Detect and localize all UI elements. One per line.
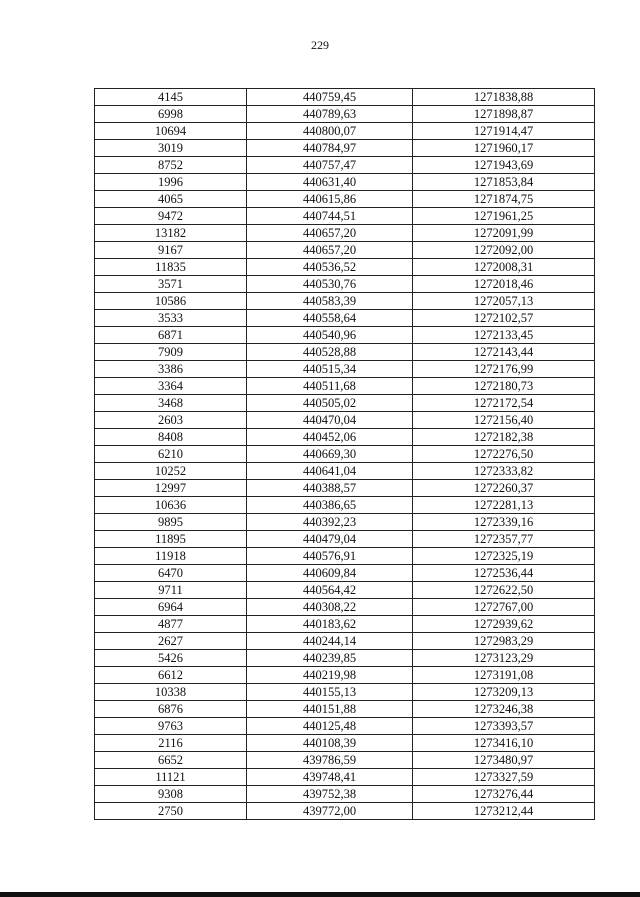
- table-row: [95, 718, 595, 735]
- table-row: [95, 786, 595, 803]
- point-number-cell: 3468: [95, 395, 247, 412]
- x-coordinate-cell: 440452,06: [247, 429, 413, 446]
- y-coordinate-cell: 1271874,75: [413, 191, 595, 208]
- table-row: [95, 803, 595, 820]
- table-row: [95, 327, 595, 344]
- table-row: [95, 191, 595, 208]
- point-number-cell: 3571: [95, 276, 247, 293]
- table-row: [95, 174, 595, 191]
- point-number-cell: 11918: [95, 548, 247, 565]
- y-coordinate-cell: 1271838,88: [413, 89, 595, 106]
- table-row: [95, 752, 595, 769]
- table-row: [95, 650, 595, 667]
- x-coordinate-cell: 440609,84: [247, 565, 413, 582]
- point-number-cell: 6210: [95, 446, 247, 463]
- point-number-cell: 10338: [95, 684, 247, 701]
- table-row: [95, 123, 595, 140]
- y-coordinate-cell: 1272180,73: [413, 378, 595, 395]
- point-number-cell: 3019: [95, 140, 247, 157]
- x-coordinate-cell: 440505,02: [247, 395, 413, 412]
- point-number-cell: 8752: [95, 157, 247, 174]
- x-coordinate-cell: 440155,13: [247, 684, 413, 701]
- point-number-cell: 3533: [95, 310, 247, 327]
- table-row: [95, 463, 595, 480]
- y-coordinate-cell: 1273191,08: [413, 667, 595, 684]
- x-coordinate-cell: 440800,07: [247, 123, 413, 140]
- x-coordinate-cell: 440784,97: [247, 140, 413, 157]
- point-number-cell: 2116: [95, 735, 247, 752]
- table-row: [95, 310, 595, 327]
- table-row: [95, 208, 595, 225]
- point-number-cell: 10636: [95, 497, 247, 514]
- point-number-cell: 11835: [95, 259, 247, 276]
- x-coordinate-cell: 440631,40: [247, 174, 413, 191]
- y-coordinate-cell: 1273416,10: [413, 735, 595, 752]
- x-coordinate-cell: 440558,64: [247, 310, 413, 327]
- coordinate-table-body: [95, 89, 595, 820]
- x-coordinate-cell: 440479,04: [247, 531, 413, 548]
- point-number-cell: 6871: [95, 327, 247, 344]
- point-number-cell: 4065: [95, 191, 247, 208]
- y-coordinate-cell: 1272182,38: [413, 429, 595, 446]
- y-coordinate-cell: 1272281,13: [413, 497, 595, 514]
- x-coordinate-cell: 439748,41: [247, 769, 413, 786]
- x-coordinate-cell: 440388,57: [247, 480, 413, 497]
- y-coordinate-cell: 1272983,29: [413, 633, 595, 650]
- table-row: [95, 531, 595, 548]
- table-row: [95, 701, 595, 718]
- x-coordinate-cell: 440392,23: [247, 514, 413, 531]
- y-coordinate-cell: 1272260,37: [413, 480, 595, 497]
- y-coordinate-cell: 1272091,99: [413, 225, 595, 242]
- point-number-cell: 2750: [95, 803, 247, 820]
- point-number-cell: 13182: [95, 225, 247, 242]
- x-coordinate-cell: 440515,34: [247, 361, 413, 378]
- x-coordinate-cell: 440386,65: [247, 497, 413, 514]
- y-coordinate-cell: 1272622,50: [413, 582, 595, 599]
- point-number-cell: 9308: [95, 786, 247, 803]
- x-coordinate-cell: 440536,52: [247, 259, 413, 276]
- point-number-cell: 6964: [95, 599, 247, 616]
- point-number-cell: 5426: [95, 650, 247, 667]
- y-coordinate-cell: 1273209,13: [413, 684, 595, 701]
- point-number-cell: 11121: [95, 769, 247, 786]
- table-row: [95, 514, 595, 531]
- y-coordinate-cell: 1273246,38: [413, 701, 595, 718]
- y-coordinate-cell: 1272176,99: [413, 361, 595, 378]
- y-coordinate-cell: 1273327,59: [413, 769, 595, 786]
- x-coordinate-cell: 440244,14: [247, 633, 413, 650]
- table-row: [95, 225, 595, 242]
- y-coordinate-cell: 1272536,44: [413, 565, 595, 582]
- point-number-cell: 3386: [95, 361, 247, 378]
- x-coordinate-cell: 440308,22: [247, 599, 413, 616]
- x-coordinate-cell: 440615,86: [247, 191, 413, 208]
- x-coordinate-cell: 440641,04: [247, 463, 413, 480]
- table-row: [95, 667, 595, 684]
- x-coordinate-cell: 440669,30: [247, 446, 413, 463]
- table-row: [95, 276, 595, 293]
- page-number: 229: [311, 38, 329, 52]
- y-coordinate-cell: 1272333,82: [413, 463, 595, 480]
- point-number-cell: 2603: [95, 412, 247, 429]
- x-coordinate-cell: 440530,76: [247, 276, 413, 293]
- table-row: [95, 582, 595, 599]
- y-coordinate-cell: 1271898,87: [413, 106, 595, 123]
- point-number-cell: 6612: [95, 667, 247, 684]
- y-coordinate-cell: 1272102,57: [413, 310, 595, 327]
- point-number-cell: 9167: [95, 242, 247, 259]
- x-coordinate-cell: 440239,85: [247, 650, 413, 667]
- point-number-cell: 6876: [95, 701, 247, 718]
- point-number-cell: 9763: [95, 718, 247, 735]
- table-row: [95, 548, 595, 565]
- table-row: [95, 735, 595, 752]
- x-coordinate-cell: 440757,47: [247, 157, 413, 174]
- table-row: [95, 412, 595, 429]
- x-coordinate-cell: 440657,20: [247, 225, 413, 242]
- table-row: [95, 395, 595, 412]
- coordinate-table: [94, 88, 595, 820]
- table-row: [95, 242, 595, 259]
- y-coordinate-cell: 1272325,19: [413, 548, 595, 565]
- table-row: [95, 140, 595, 157]
- point-number-cell: 6998: [95, 106, 247, 123]
- table-row: [95, 480, 595, 497]
- x-coordinate-cell: 439772,00: [247, 803, 413, 820]
- table-row: [95, 361, 595, 378]
- x-coordinate-cell: 440657,20: [247, 242, 413, 259]
- table-row: [95, 106, 595, 123]
- table-row: [95, 616, 595, 633]
- table-row: [95, 769, 595, 786]
- x-coordinate-cell: 440583,39: [247, 293, 413, 310]
- point-number-cell: 4877: [95, 616, 247, 633]
- x-coordinate-cell: 440183,62: [247, 616, 413, 633]
- point-number-cell: 9711: [95, 582, 247, 599]
- point-number-cell: 4145: [95, 89, 247, 106]
- y-coordinate-cell: 1272939,62: [413, 616, 595, 633]
- y-coordinate-cell: 1273123,29: [413, 650, 595, 667]
- x-coordinate-cell: 440511,68: [247, 378, 413, 395]
- x-coordinate-cell: 440528,88: [247, 344, 413, 361]
- table-row: [95, 259, 595, 276]
- x-coordinate-cell: 440789,63: [247, 106, 413, 123]
- y-coordinate-cell: 1272133,45: [413, 327, 595, 344]
- point-number-cell: 7909: [95, 344, 247, 361]
- y-coordinate-cell: 1272357,77: [413, 531, 595, 548]
- y-coordinate-cell: 1271943,69: [413, 157, 595, 174]
- y-coordinate-cell: 1272276,50: [413, 446, 595, 463]
- x-coordinate-cell: 440759,45: [247, 89, 413, 106]
- y-coordinate-cell: 1271961,25: [413, 208, 595, 225]
- table-row: [95, 497, 595, 514]
- x-coordinate-cell: 440744,51: [247, 208, 413, 225]
- x-coordinate-cell: 440125,48: [247, 718, 413, 735]
- y-coordinate-cell: 1273212,44: [413, 803, 595, 820]
- y-coordinate-cell: 1271914,47: [413, 123, 595, 140]
- point-number-cell: 9472: [95, 208, 247, 225]
- point-number-cell: 9895: [95, 514, 247, 531]
- point-number-cell: 12997: [95, 480, 247, 497]
- y-coordinate-cell: 1272172,54: [413, 395, 595, 412]
- x-coordinate-cell: 440470,04: [247, 412, 413, 429]
- x-coordinate-cell: 440151,88: [247, 701, 413, 718]
- y-coordinate-cell: 1272018,46: [413, 276, 595, 293]
- table-row: [95, 344, 595, 361]
- table-row: [95, 446, 595, 463]
- y-coordinate-cell: 1272339,16: [413, 514, 595, 531]
- x-coordinate-cell: 440108,39: [247, 735, 413, 752]
- table-row: [95, 684, 595, 701]
- x-coordinate-cell: 439752,38: [247, 786, 413, 803]
- y-coordinate-cell: 1271960,17: [413, 140, 595, 157]
- table-row: [95, 378, 595, 395]
- y-coordinate-cell: 1272156,40: [413, 412, 595, 429]
- y-coordinate-cell: 1273276,44: [413, 786, 595, 803]
- y-coordinate-cell: 1272057,13: [413, 293, 595, 310]
- point-number-cell: 3364: [95, 378, 247, 395]
- y-coordinate-cell: 1272143,44: [413, 344, 595, 361]
- page-bottom-edge: [0, 892, 640, 897]
- x-coordinate-cell: 440564,42: [247, 582, 413, 599]
- point-number-cell: 8408: [95, 429, 247, 446]
- table-row: [95, 429, 595, 446]
- table-row: [95, 633, 595, 650]
- y-coordinate-cell: 1273393,57: [413, 718, 595, 735]
- table-row: [95, 157, 595, 174]
- table-row: [95, 89, 595, 106]
- y-coordinate-cell: 1271853,84: [413, 174, 595, 191]
- y-coordinate-cell: 1272767,00: [413, 599, 595, 616]
- point-number-cell: 6470: [95, 565, 247, 582]
- x-coordinate-cell: 440219,98: [247, 667, 413, 684]
- point-number-cell: 2627: [95, 633, 247, 650]
- point-number-cell: 10252: [95, 463, 247, 480]
- table-row: [95, 599, 595, 616]
- x-coordinate-cell: 439786,59: [247, 752, 413, 769]
- y-coordinate-cell: 1273480,97: [413, 752, 595, 769]
- x-coordinate-cell: 440540,96: [247, 327, 413, 344]
- x-coordinate-cell: 440576,91: [247, 548, 413, 565]
- point-number-cell: 1996: [95, 174, 247, 191]
- point-number-cell: 10586: [95, 293, 247, 310]
- point-number-cell: 6652: [95, 752, 247, 769]
- y-coordinate-cell: 1272092,00: [413, 242, 595, 259]
- table-row: [95, 565, 595, 582]
- point-number-cell: 11895: [95, 531, 247, 548]
- point-number-cell: 10694: [95, 123, 247, 140]
- y-coordinate-cell: 1272008,31: [413, 259, 595, 276]
- table-row: [95, 293, 595, 310]
